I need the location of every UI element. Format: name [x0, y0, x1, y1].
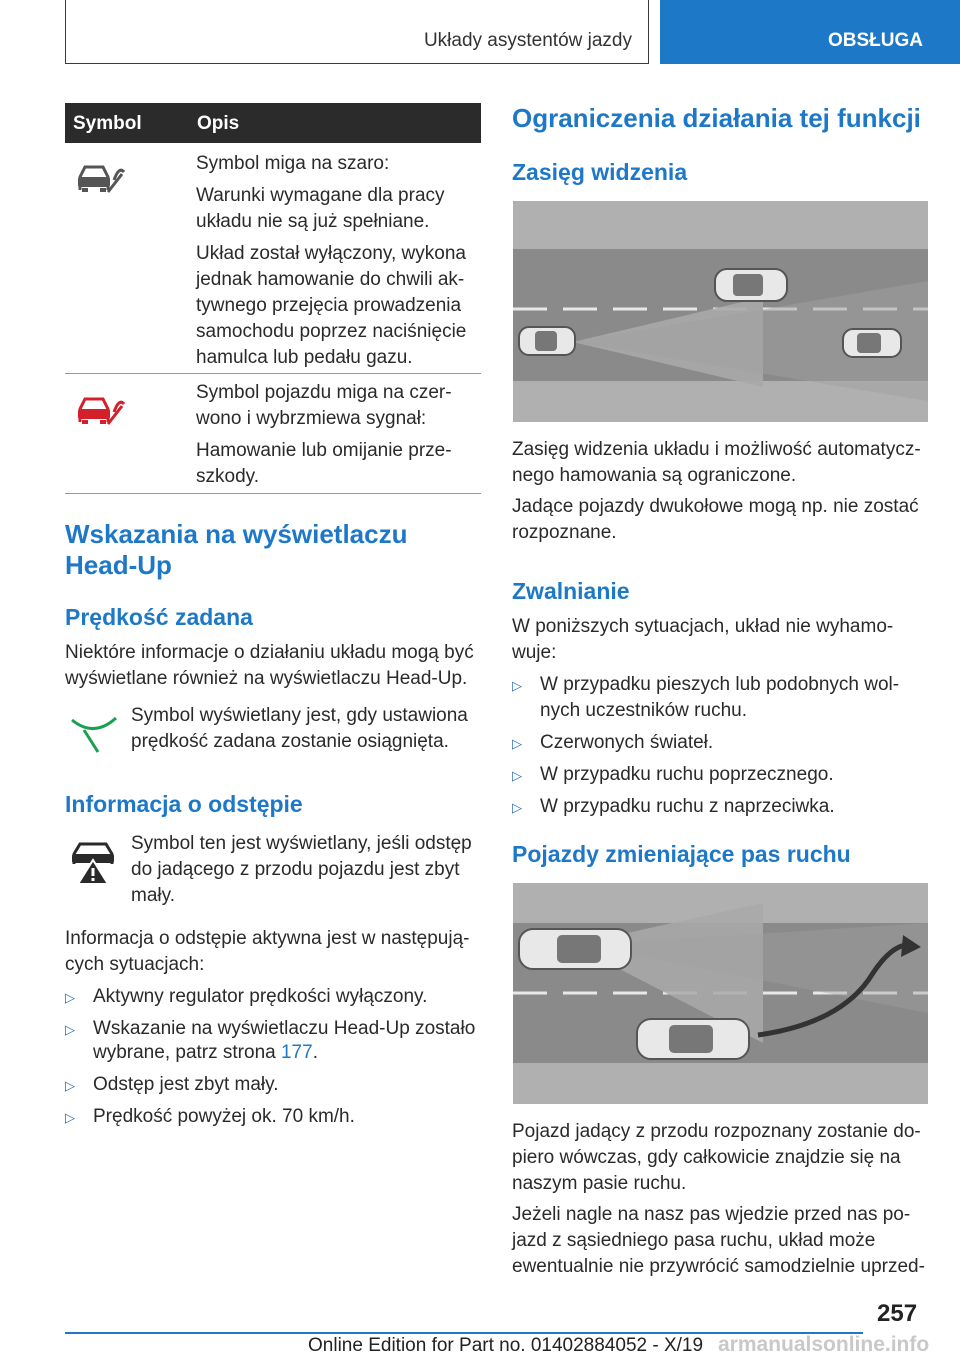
slowdown-heading: Zwalnianie [512, 578, 630, 604]
vehicle-warning-red-icon [74, 392, 126, 428]
lane-p1-line3: naszym pasie ruchu. [512, 1173, 687, 1194]
lane-change-illustration [513, 883, 928, 1104]
footer-edition: Online Edition for Part no. 01402884052 - X/19 [308, 1335, 704, 1356]
table-header [65, 103, 481, 143]
lane-p2-line1: Jeżeli nagle na nasz pas wjedzie przed nas po- [512, 1204, 911, 1225]
bullet-triangle-icon: ▷ [65, 1022, 75, 1037]
bullet-triangle-icon: ▷ [512, 800, 522, 815]
distance-warning-icon [68, 838, 118, 886]
hud-heading-line2: Head-Up [65, 550, 172, 580]
lane-p2-line2: jazd z sąsiedniego pasa ruchu, układ może [512, 1230, 876, 1251]
speed-heading: Prędkość zadana [65, 604, 253, 630]
bullet-triangle-icon: ▷ [65, 990, 75, 1005]
lane-change-heading: Pojazdy zmieniające pas ruchu [512, 841, 851, 867]
table-bottom-divider [65, 493, 481, 494]
row2-line1: Symbol pojazdu miga na czer- [196, 382, 452, 403]
car-ego [519, 327, 575, 355]
table-col-description: Opis [197, 113, 240, 134]
range-p1-line1: Zasięg widzenia układu i możliwość automatycz- [512, 439, 921, 460]
distance-icon-text-line2: do jadącego z przodu pojazdu jest zbyt [131, 859, 460, 880]
vehicle-warning-gray-icon [74, 160, 126, 196]
bullet-triangle-icon: ▷ [512, 768, 522, 783]
slowdown-intro-line2: wuje: [512, 642, 557, 663]
table-row-divider [65, 373, 481, 374]
list-item-continuation: nych uczestników ruchu. [540, 700, 747, 721]
row1-line3: układu nie są już spełniane. [196, 211, 430, 232]
hud-heading-line1: Wskazania na wyświetlaczu [65, 519, 408, 549]
section-tab[interactable] [660, 0, 960, 64]
distance-intro-line1: Informacja o odstępie aktywna jest w następują- [65, 928, 470, 949]
speed-icon-text-line1: Symbol wyświetlany jest, gdy ustawiona [131, 705, 468, 726]
row1-line6: tywnego przejęcia prowadzenia [196, 295, 462, 316]
limits-heading: Ograniczenia działania tej funkcji [512, 103, 921, 133]
lane-p1-line2: piero wówczas, gdy całkowicie znajdzie się na [512, 1147, 901, 1168]
car-ego [519, 929, 631, 969]
range-p2-line1: Jadące pojazdy dwukołowe mogą np. nie zostać [512, 496, 919, 517]
range-heading: Zasięg widzenia [512, 159, 688, 185]
row1-line7: samochodu poprzez naciśnięcie [196, 321, 467, 342]
car-changing-lane [637, 1019, 749, 1059]
distance-icon-text-line1: Symbol ten jest wyświetlany, jeśli odstęp [131, 833, 472, 854]
slowdown-intro-line1: W poniższych sytuacjach, układ nie wyhamo- [512, 616, 894, 637]
page-link[interactable]: 177 [280, 1042, 313, 1063]
car-ahead-left-lane [715, 269, 787, 301]
distance-intro-line2: cych sytuacjach: [65, 954, 205, 975]
chapter-title: Układy asystentów jazdy [423, 30, 632, 51]
page-number: 257 [877, 1300, 918, 1327]
list-item-continuation: wybrane, patrz strona 177. [93, 1042, 318, 1063]
row2-line4: szkody. [196, 466, 260, 487]
section-tab-label: OBSŁUGA [828, 30, 923, 51]
header-frame [65, 0, 649, 64]
detection-range-illustration [513, 201, 928, 422]
bullet-triangle-icon: ▷ [512, 736, 522, 751]
bullet-triangle-icon: ▷ [65, 1110, 75, 1125]
range-p1-line2: nego hamowania są ograniczone. [512, 465, 797, 486]
speed-intro-line1: Niektóre informacje o działaniu układu mogą być [65, 642, 474, 663]
bullet-triangle-icon: ▷ [65, 1078, 75, 1093]
speed-intro-line2: wyświetlane również na wyświetlaczu Head-Up. [65, 668, 468, 689]
row2-line2: wono i wybrzmiewa sygnał: [196, 408, 427, 429]
lane-p1-line1: Pojazd jadący z przodu rozpoznany zostanie do- [512, 1121, 921, 1142]
watermark: armanualsonline.info [718, 1333, 930, 1356]
set-speed-reached-icon [68, 710, 120, 756]
bullet-triangle-icon: ▷ [512, 678, 522, 693]
row1-line1: Symbol miga na szaro: [196, 153, 390, 174]
lane-p2-line3: ewentualnie nie przywrócić samodzielnie uprzed- [512, 1256, 925, 1277]
range-p2-line2: rozpoznane. [512, 522, 617, 543]
row1-line4: Układ został wyłączony, wykona [196, 243, 466, 264]
car-ahead-own-lane [843, 329, 901, 357]
table-col-symbol: Symbol [73, 113, 142, 134]
row1-line5: jednak hamowanie do chwili ak- [196, 269, 465, 290]
distance-heading: Informacja o odstępie [65, 791, 303, 817]
row1-line2: Warunki wymagane dla pracy [196, 185, 445, 206]
row1-line8: hamulca lub pedału gazu. [196, 347, 413, 368]
speed-icon-text-line2: prędkość zadana zostanie osiągnięta. [131, 731, 449, 752]
row2-line3: Hamowanie lub omijanie prze- [196, 440, 452, 461]
distance-icon-text-line3: mały. [131, 885, 175, 906]
